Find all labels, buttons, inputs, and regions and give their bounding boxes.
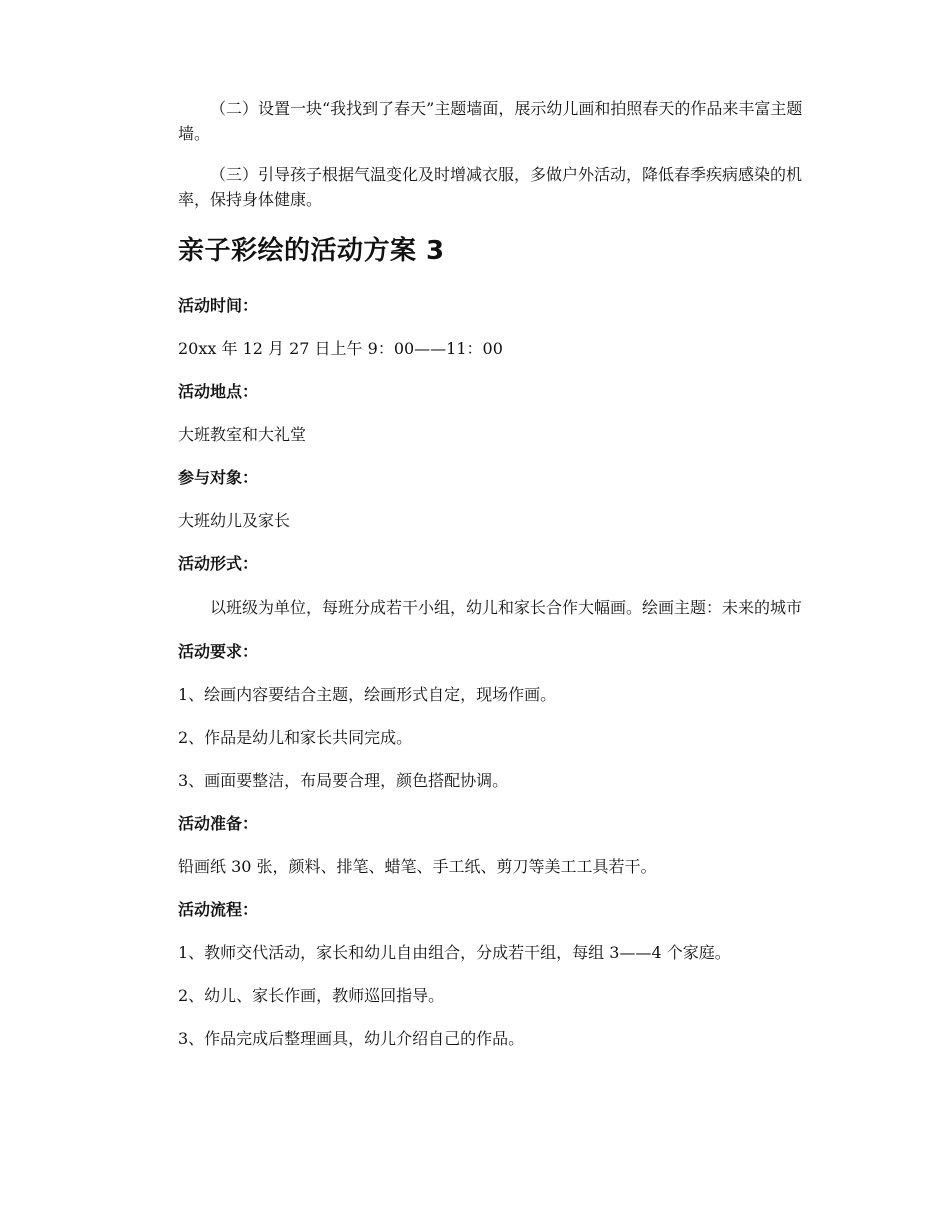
preparation-value: 铅画纸 30 张，颜料、排笔、蜡笔、手工纸、剪刀等美工工具若干。 (178, 857, 657, 876)
place-label: 活动地点： (178, 382, 259, 401)
intro-paragraph-3: （三）引导孩子根据气温变化及时增减衣服，多做户外活动，降低春季疾病感染的机率，保持身体健康。 (178, 165, 803, 209)
requirements-label: 活动要求： (178, 642, 259, 661)
section-title: 亲子彩绘的活动方案 3 (178, 236, 445, 266)
process-item: 2、幼儿、家长作画，教师巡回指导。 (178, 986, 445, 1005)
requirement-item: 2、作品是幼儿和家长共同完成。 (178, 728, 413, 747)
form-value: 以班级为单位，每班分成若干小组，幼儿和家长合作大幅画。绘画主题：未来的城市 (210, 598, 803, 617)
place-value: 大班教室和大礼堂 (178, 425, 307, 444)
requirement-item: 3、画面要整洁，布局要合理，颜色搭配协调。 (178, 771, 509, 790)
form-label: 活动形式： (178, 554, 259, 573)
process-item: 3、作品完成后整理画具，幼儿介绍自己的作品。 (178, 1029, 525, 1048)
intro-paragraph-2: （二）设置一块“我找到了春天”主题墙面，展示幼儿画和拍照春天的作品来丰富主题墙。 (178, 99, 803, 143)
requirement-item: 1、绘画内容要结合主题，绘画形式自定，现场作画。 (178, 685, 557, 704)
preparation-label: 活动准备： (178, 814, 259, 833)
time-label: 活动时间： (178, 296, 259, 315)
time-value: 20xx 年 12 月 27 日上午 9：00——11：00 (178, 339, 503, 358)
process-label: 活动流程： (178, 900, 259, 919)
participants-label: 参与对象： (178, 468, 259, 487)
process-item: 1、教师交代活动，家长和幼儿自由组合，分成若干组，每组 3——4 个家庭。 (178, 943, 731, 962)
document-body (178, 96, 814, 1070)
participants-value: 大班幼儿及家长 (178, 511, 291, 530)
